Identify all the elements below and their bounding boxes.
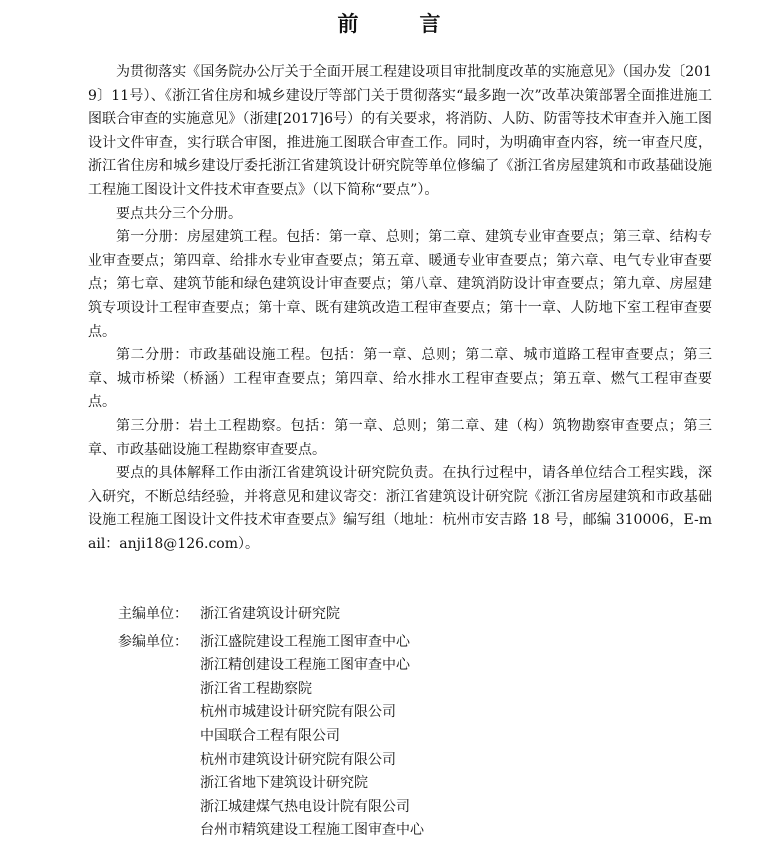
chief-unit-row <box>118 603 678 627</box>
editing-units <box>118 603 678 843</box>
chief-unit-name: 浙江省建筑设计研究院 <box>200 606 340 622</box>
participating-unit: 浙江精创建设工程施工图审查中心 <box>200 657 410 674</box>
paragraph-volume-count: 要点共分三个分册。 <box>116 205 242 222</box>
page-title: 前 言 <box>337 12 461 36</box>
participating-unit: 杭州市建筑设计研究院有限公司 <box>200 751 396 768</box>
preface-body <box>88 61 712 556</box>
participating-unit: 浙江城建煤气热电设计院有限公司 <box>200 798 410 815</box>
participating-unit: 台州市精筑建设工程施工图审查中心 <box>200 822 424 839</box>
paragraph-volume-2: 第二分册：市政基础设施工程。包括：第一章、总则；第二章、城市道路工程审查要点；第三章、城市桥梁（桥涵）工程审查要点；第四章、给水排水工程审查要点；第五章、燃气工程审查要点。 <box>88 347 712 411</box>
participating-unit: 中国联合工程有限公司 <box>200 727 340 744</box>
paragraph-background: 为贯彻落实《国务院办公厅关于全面开展工程建设项目审批制度改革的实施意见》（国办发〔2019〕11号）、《浙江省住房和城乡建设厅等部门关于贯彻落实“最多跑一次”改革决策部署全面推进施工图联合审查的实施意见》（浙建[2017]6号）的有关要求，将消防、人防、防雷等技术审查并入施工图设计文件审查，实行联合审图，推进施工图联合审查工作。同时，为明确审查内容，统一审查尺度，浙江省住房和城乡建设厅委托浙江省建筑设计研究院等单位修编了《浙江省房屋建筑和市政基础设施工程施工图设计文件技术审查要点》（以下简称“要点”）。 <box>88 64 712 198</box>
participating-units-label: 参编单位： <box>118 633 188 650</box>
paragraph-volume-3: 第三分册：岩土工程勘察。包括：第一章、总则；第二章、建（构）筑物勘察审查要点；第三章、市政基础设施工程勘察审查要点。 <box>88 417 712 458</box>
participating-unit: 杭州市城建设计研究院有限公司 <box>200 704 396 721</box>
participating-unit: 浙江盛院建设工程施工图审查中心 <box>200 633 410 650</box>
chief-unit-label: 主编单位： <box>118 606 188 622</box>
paragraph-contact: 要点的具体解释工作由浙江省建筑设计研究院负责。在执行过程中，请各单位结合工程实践，深入研究，不断总结经验，并将意见和建议寄交：浙江省建筑设计研究院《浙江省房屋建筑和市政基础设施工程施工图设计文件技术审查要点》编写组（地址：杭州市安吉路 18 号，邮编 310006，E-mail：anji18@126.com）。 <box>88 465 712 552</box>
participating-unit: 浙江省工程勘察院 <box>200 680 312 697</box>
participating-units-row <box>118 631 678 843</box>
participating-units-list <box>200 631 424 843</box>
paragraph-volume-1: 第一分册：房屋建筑工程。包括：第一章、总则；第二章、建筑专业审查要点；第三章、结构专业审查要点；第四章、给排水专业审查要点；第五章、暖通专业审查要点；第六章、电气专业审查要点；第七章、建筑节能和绿色建筑设计审查要点；第八章、建筑消防设计审查要点；第九章、房屋建筑专项设计工程审查要点；第十章、既有建筑改造工程审查要点；第十一章、人防地下室工程审查要点。 <box>88 229 712 340</box>
participating-unit: 浙江省地下建筑设计研究院 <box>200 775 368 792</box>
